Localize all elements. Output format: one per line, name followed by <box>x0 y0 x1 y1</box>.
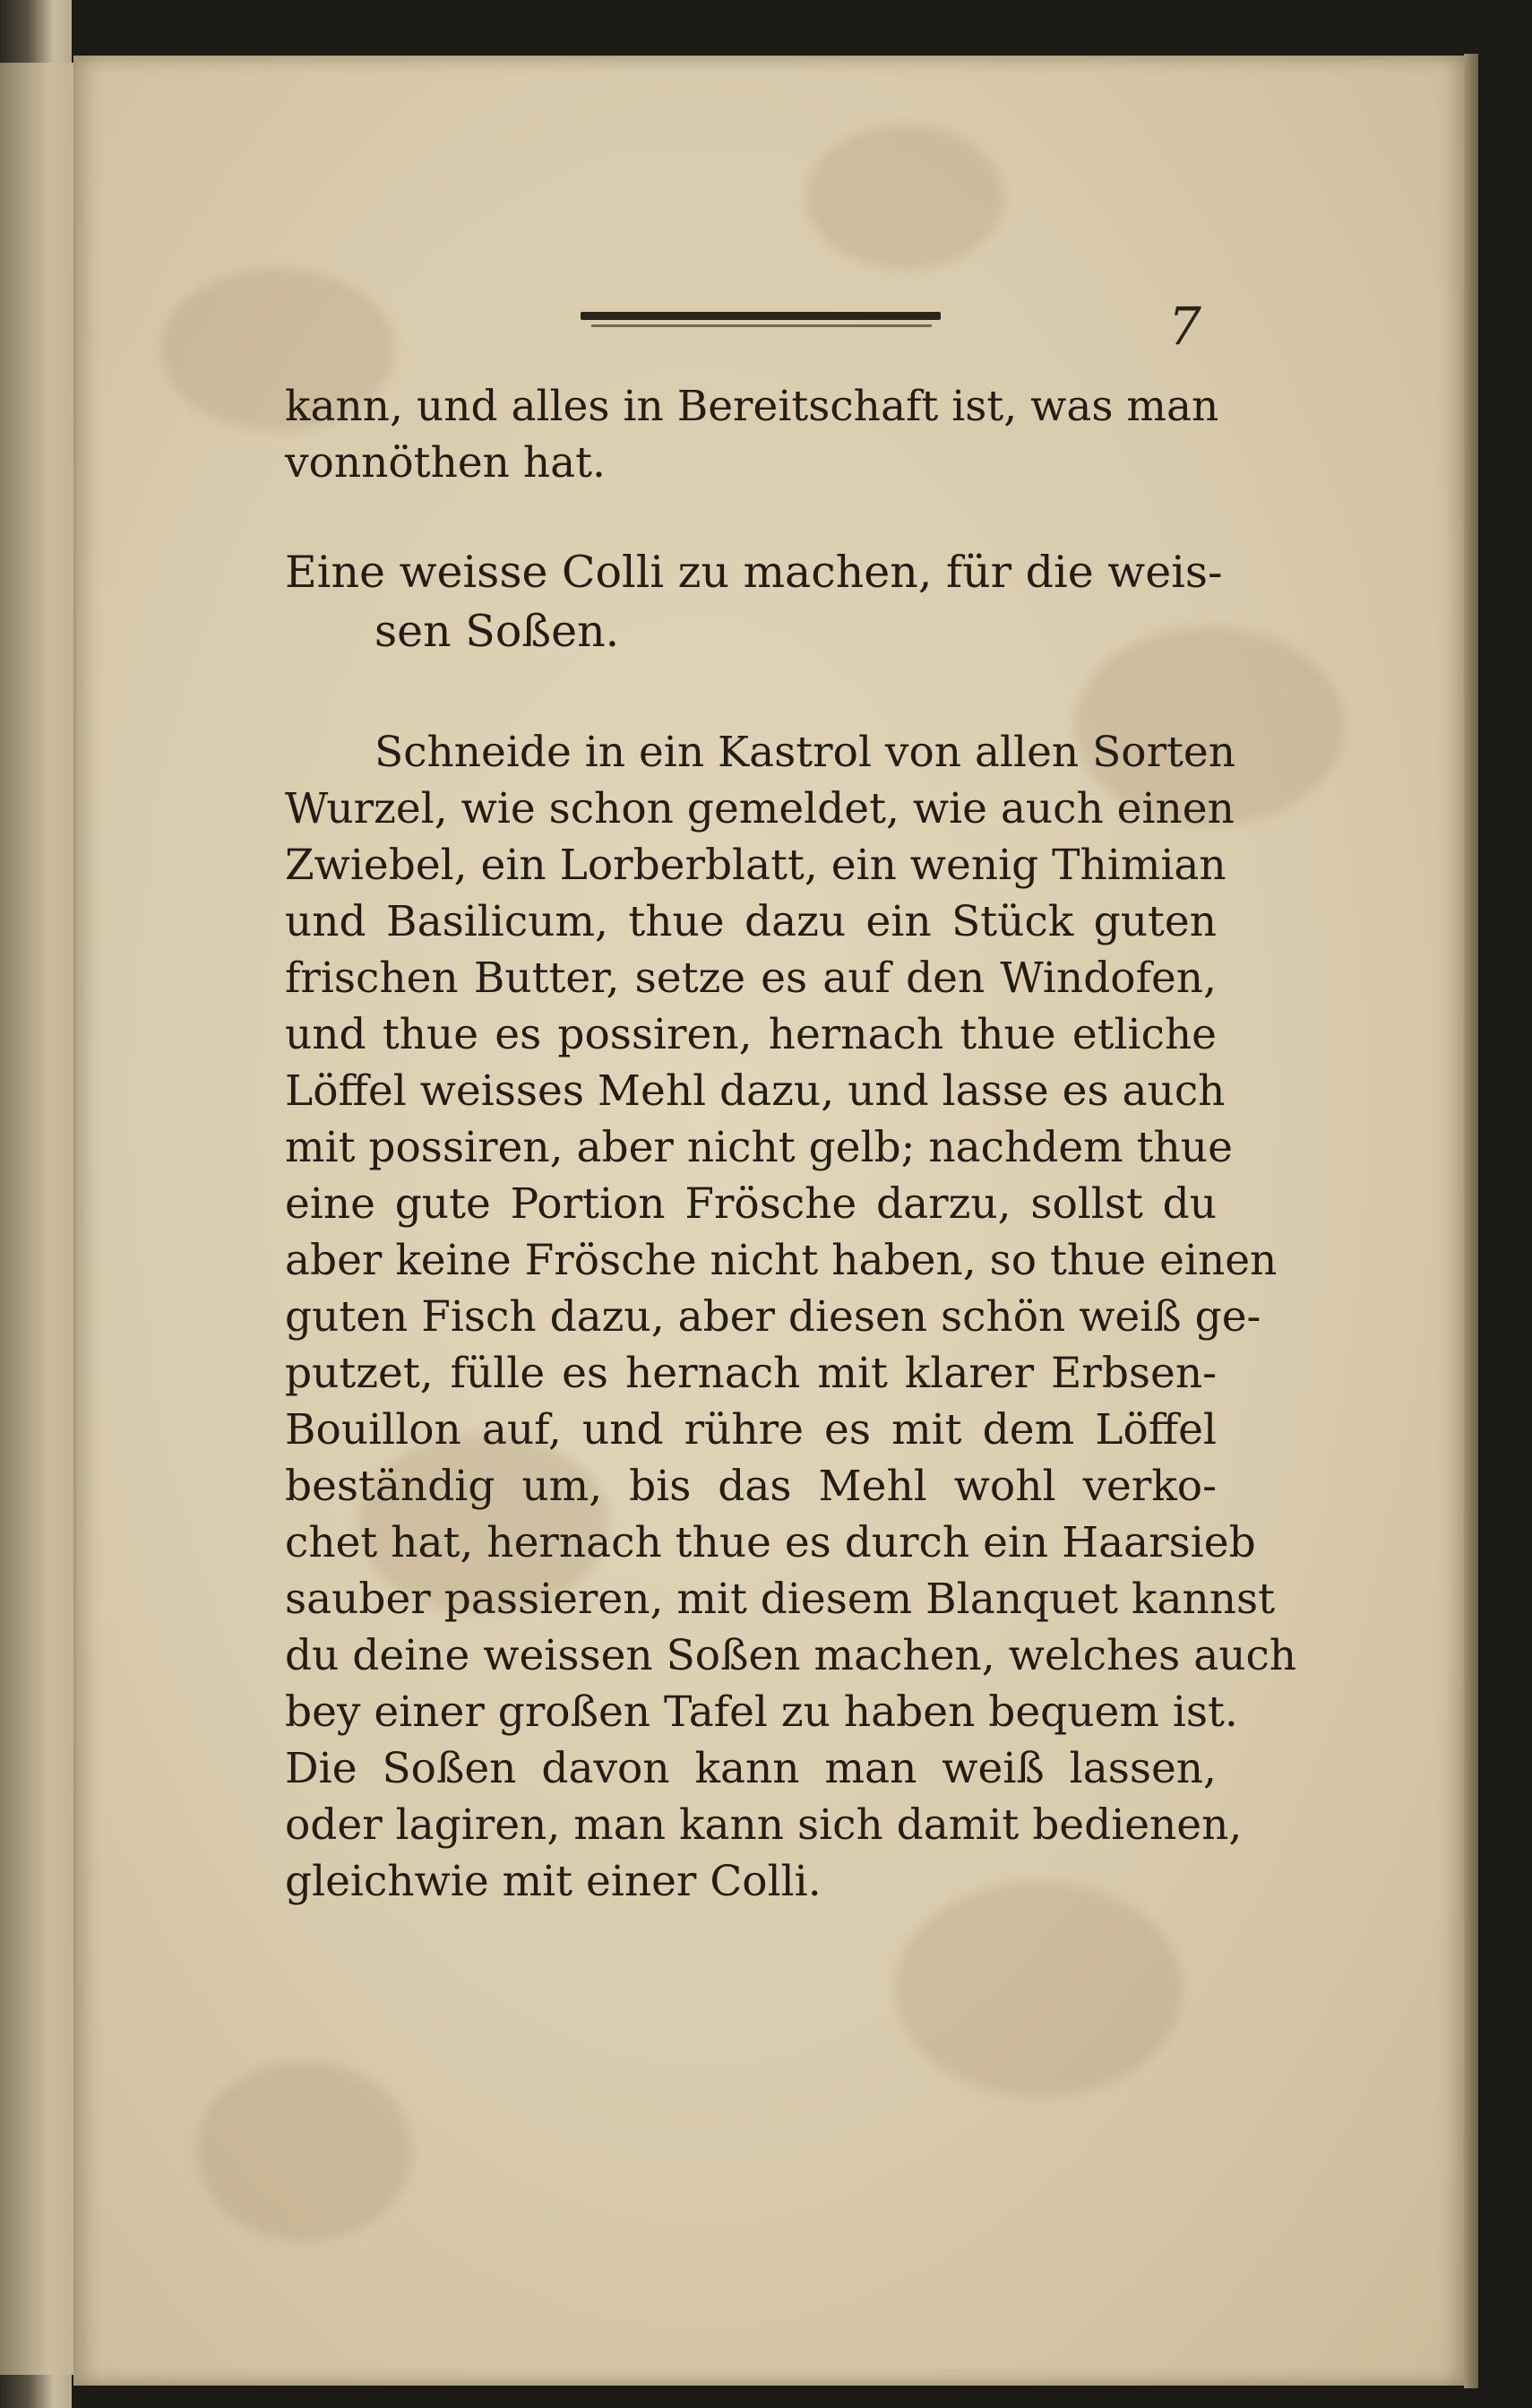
text-line: Bouillon auf, und rühre es mit dem Löffel <box>285 1405 1217 1454</box>
header-rule <box>581 312 941 320</box>
recipe-heading <box>285 543 1223 661</box>
heading-line: Eine weisse Colli zu machen, für die weis- <box>285 547 1223 598</box>
facing-page-edge <box>0 63 82 2375</box>
text-line: mit possiren, aber nicht gelb; nachdem thue <box>285 1123 1233 1172</box>
text-line: Löffel weisses Mehl dazu, und lasse es auch <box>285 1066 1226 1116</box>
paper-stain <box>896 1882 1183 2097</box>
text-line: chet hat, hernach thue es durch ein Haarsieb <box>285 1518 1256 1567</box>
page-number: 7 <box>1168 296 1201 357</box>
text-line: du deine weissen Soßen machen, welches auch <box>285 1631 1297 1680</box>
text-line: Wurzel, wie schon gemeldet, wie auch einen <box>285 784 1235 833</box>
text-line: beständig um, bis das Mehl wohl verko- <box>285 1462 1217 1511</box>
paper-stain <box>806 125 1003 269</box>
text-line: und Basilicum, thue dazu ein Stück guten <box>285 897 1217 946</box>
text-block-top <box>285 378 1217 491</box>
text-line: oder lagiren, man kann sich damit bedienen, <box>285 1800 1243 1850</box>
text-line: Zwiebel, ein Lorberblatt, ein wenig Thimian <box>285 841 1226 890</box>
text-line: gleichwie mit einer Colli. <box>285 1857 822 1906</box>
text-line: putzet, fülle es hernach mit klarer Erbsen- <box>285 1349 1217 1398</box>
text-line: Die Soßen davon kann man weiß lassen, <box>285 1744 1217 1793</box>
text-line: und thue es possiren, hernach thue etliche <box>285 1010 1217 1059</box>
page-edge-shadow <box>1464 54 1478 2388</box>
text-line: aber keine Frösche nicht haben, so thue einen <box>285 1236 1278 1285</box>
heading-line: sen Soßen. <box>374 606 620 657</box>
text-line: eine gute Portion Frösche darzu, sollst du <box>285 1179 1217 1229</box>
recipe-paragraph <box>285 724 1297 1910</box>
text-line: guten Fisch dazu, aber diesen schön weiß ge- <box>285 1292 1261 1342</box>
paper-stain <box>197 2061 412 2240</box>
header-rule-thin <box>591 324 932 327</box>
text-line: vonnöthen hat. <box>285 438 606 488</box>
text-line: kann, und alles in Bereitschaft ist, was man <box>285 382 1219 431</box>
text-line: frischen Butter, setze es auf den Windofen, <box>285 954 1217 1003</box>
text-line: Schneide in ein Kastrol von allen Sorten <box>374 728 1236 777</box>
text-line: bey einer großen Tafel zu haben bequem ist. <box>285 1687 1238 1737</box>
text-line: sauber passieren, mit diesem Blanquet kannst <box>285 1575 1276 1624</box>
